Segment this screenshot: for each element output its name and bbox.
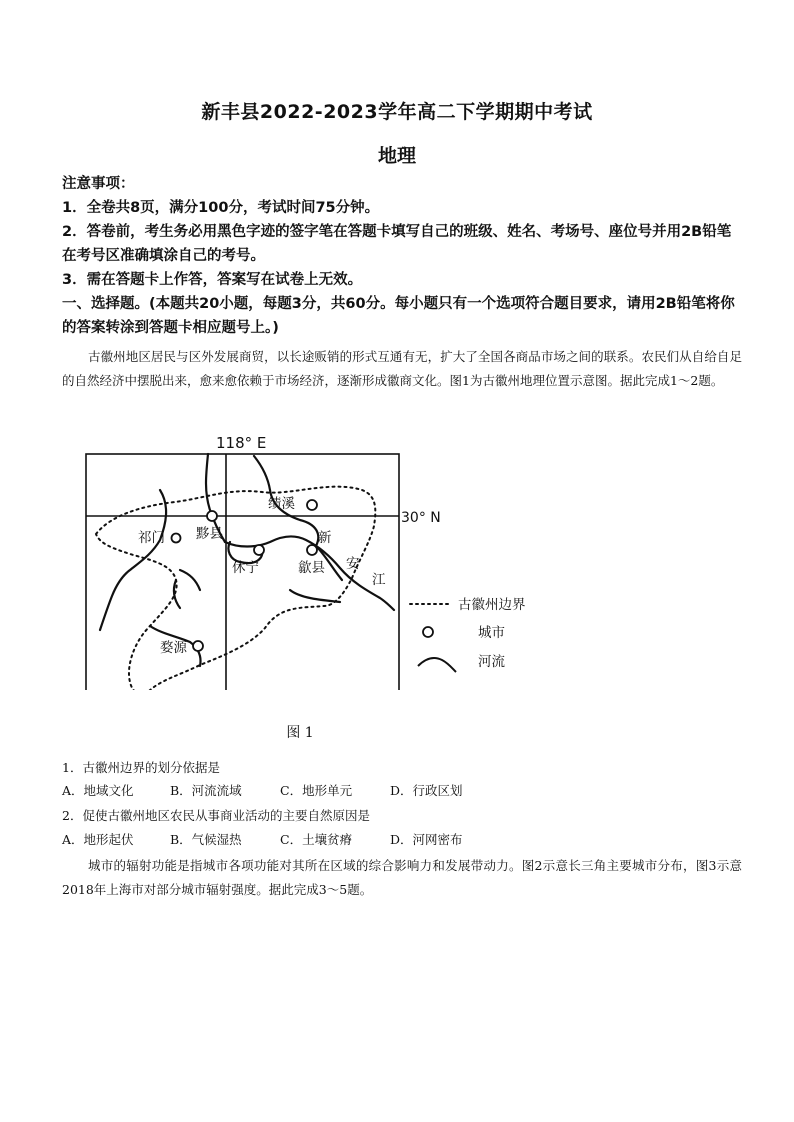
latitude-label: 30° N (401, 510, 441, 526)
city-label-yixian: 黟县 (196, 526, 223, 542)
exam-subject: 地理 (377, 145, 416, 167)
question-2-stem: 2．促使古徽州地区农民从事商业活动的主要自然原因是 (62, 808, 370, 823)
city-label-xiuning: 休宁 (232, 560, 259, 576)
city-label-wuyuan: 婺源 (160, 640, 187, 656)
passage-2: 城市的辐射功能是指城市各项功能对其所在区域的综合影响力和发展带动力。图2示意长三角主要城市分布，图3示意2018年上海市对部分城市辐射强度。据此完成3～5题。 (62, 858, 742, 897)
notice-item-3: 3．需在答题卡上作答，答案写在试卷上无效。 (62, 272, 363, 288)
city-shexian-marker (307, 545, 317, 555)
city-label-shexian: 歙县 (298, 560, 325, 576)
exam-title: 新丰县2022-2023学年高二下学期期中考试 (201, 101, 593, 123)
map-legend (410, 596, 526, 672)
longitude-label: 118° E (216, 434, 267, 452)
q1-option-c[interactable]: C．地形单元 (280, 783, 353, 798)
city-qimen-marker (172, 534, 181, 543)
river-char-an: 安 (346, 556, 360, 572)
city-xiuning-marker (254, 545, 264, 555)
legend-river-swatch (418, 658, 456, 672)
passage-1: 古徽州地区居民与区外发展商贸，以长途贩销的形式互通有无，扩大了全国各商品市场之间的联系。农民们从自给自足的自然经济中摆脱出来，愈来愈依赖于市场经济，逐渐形成徽商文化。图1为古徽州地理位置示意图。据此完成1～2题。 (62, 349, 742, 388)
question-2-options (62, 830, 500, 850)
city-label-qimen: 祁门 (138, 530, 165, 546)
legend-river-label: 河流 (478, 654, 505, 670)
question-1-options (62, 781, 500, 801)
city-wuyuan-marker (193, 641, 203, 651)
city-yixian-marker (207, 511, 217, 521)
legend-boundary-label: 古徽州边界 (458, 597, 526, 613)
huizhou-boundary (96, 487, 375, 690)
city-jixi-marker (307, 500, 317, 510)
legend-city-label: 城市 (478, 625, 505, 641)
river-char-jiang: 江 (372, 572, 386, 588)
q2-option-d[interactable]: D．河网密布 (390, 832, 463, 847)
river-char-xin: 新 (318, 530, 332, 546)
figure-1-map (0, 430, 794, 690)
q1-option-b[interactable]: B．河流流域 (170, 783, 242, 798)
notice-item-2: 2．答卷前，考生务必用黑色字迹的签字笔在答题卡填写自己的班级、姓名、考场号、座位号并用2B铅笔在考号区准确填涂自己的考号。 (62, 224, 732, 264)
q2-option-c[interactable]: C．土壤贫瘠 (280, 832, 353, 847)
question-1-stem: 1．古徽州边界的划分依据是 (62, 760, 220, 775)
q2-option-b[interactable]: B．气候湿热 (170, 832, 242, 847)
q1-option-a[interactable]: A．地域文化 (62, 783, 134, 798)
figure-1-caption: 图 1 (286, 725, 314, 741)
notice-heading: 注意事项： (62, 176, 135, 192)
q1-option-d[interactable]: D．行政区划 (390, 783, 463, 798)
q2-option-a[interactable]: A．地形起伏 (62, 832, 134, 847)
section-heading: 一、选择题。(本题共20小题，每题3分，共60分。每小题只有一个选项符合题目要求，请用2B铅笔将你的答案转涂到答题卡相应题号上。) (62, 296, 735, 336)
city-label-jixi: 绩溪 (268, 496, 295, 512)
legend-city-swatch (423, 627, 433, 637)
notice-item-1: 1．全卷共8页，满分100分，考试时间75分钟。 (62, 200, 380, 216)
